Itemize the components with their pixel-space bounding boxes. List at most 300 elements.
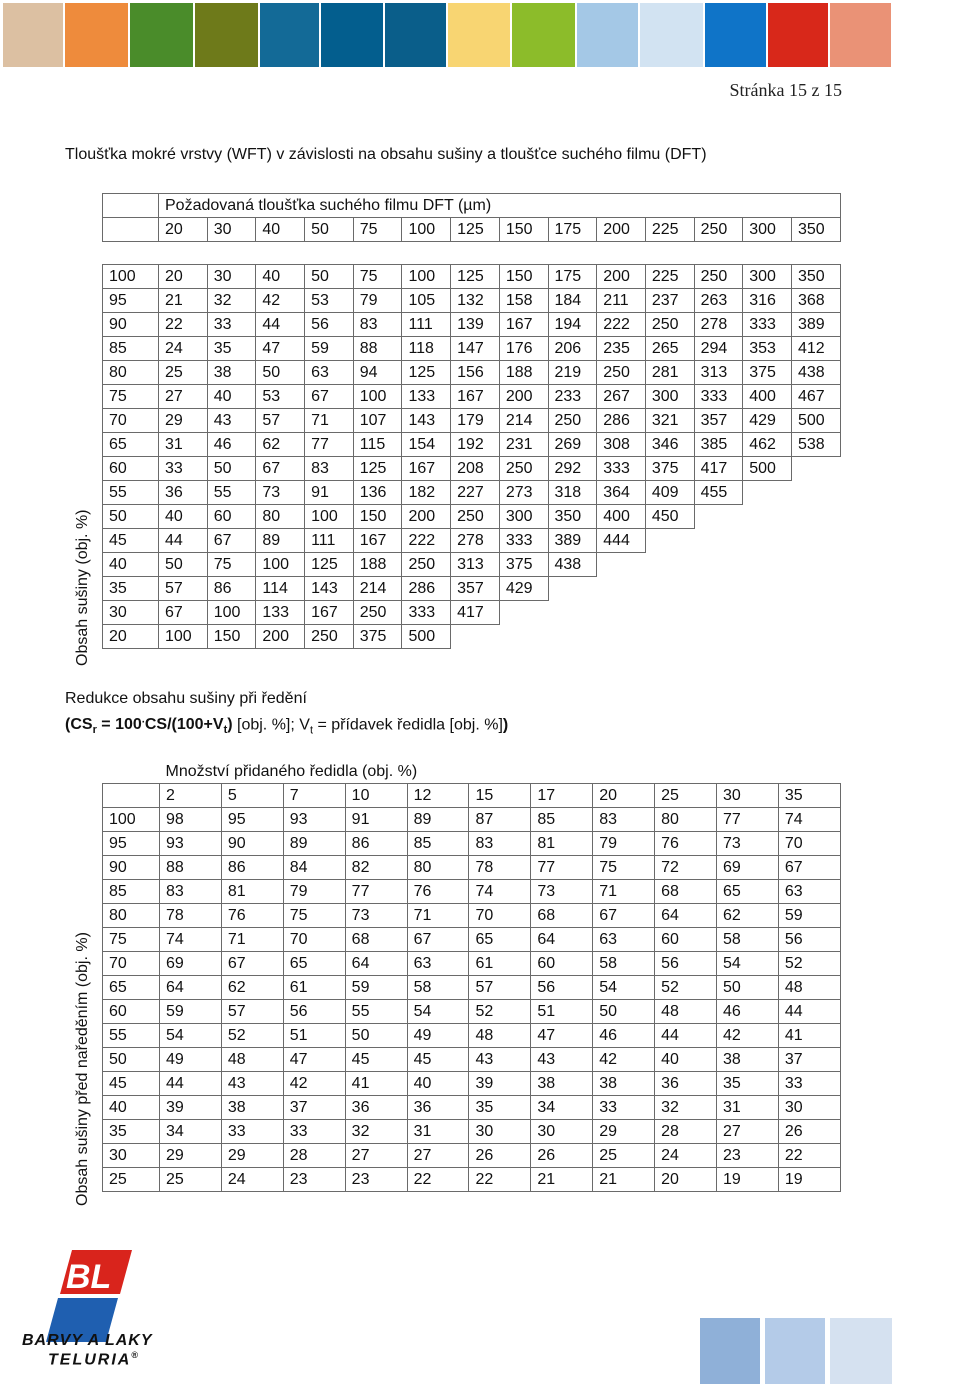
dilution-value-cell: 74 (160, 928, 222, 952)
dilution-value-cell: 37 (283, 1096, 345, 1120)
wft-empty-cell (743, 577, 792, 601)
dilution-value-cell: 83 (469, 832, 531, 856)
dilution-value-cell: 28 (283, 1144, 345, 1168)
dilution-value-cell: 62 (717, 904, 779, 928)
wft-value-cell: 27 (159, 385, 208, 409)
dilution-value-cell: 95 (221, 808, 283, 832)
dilution-value-cell: 30 (531, 1120, 593, 1144)
dilution-solids-cell: 85 (103, 880, 160, 904)
wft-value-cell: 125 (305, 553, 354, 577)
dilution-value-cell: 68 (531, 904, 593, 928)
wft-value-cell: 250 (353, 601, 402, 625)
svg-text:BL: BL (66, 1258, 112, 1296)
table-row (103, 904, 841, 928)
dilution-value-cell: 27 (717, 1120, 779, 1144)
dilution-value-cell: 65 (283, 952, 345, 976)
dilution-value-cell: 63 (407, 952, 469, 976)
header-color-bar (768, 3, 828, 67)
dilution-value-cell: 73 (531, 880, 593, 904)
wft-solids-cell: 85 (103, 337, 159, 361)
dilution-value-cell: 55 (345, 1000, 407, 1024)
dilution-value-cell: 42 (717, 1024, 779, 1048)
dilution-value-cell: 64 (655, 904, 717, 928)
wft-empty-cell (694, 529, 743, 553)
table-row (103, 1168, 841, 1192)
wft-value-cell: 36 (159, 481, 208, 505)
wft-value-cell: 75 (353, 265, 402, 289)
dilution-value-cell: 86 (221, 856, 283, 880)
wft-value-cell: 143 (305, 577, 354, 601)
wft-value-cell: 214 (353, 577, 402, 601)
wft-spacer (103, 242, 841, 265)
wft-value-cell: 136 (353, 481, 402, 505)
wft-value-cell: 375 (743, 361, 792, 385)
dilution-value-cell: 47 (283, 1048, 345, 1072)
dilution-value-cell: 78 (469, 856, 531, 880)
table-row (103, 577, 841, 601)
wft-value-cell: 350 (548, 505, 597, 529)
wft-value-cell: 357 (694, 409, 743, 433)
wft-value-cell: 89 (256, 529, 305, 553)
dilution-value-cell: 81 (531, 832, 593, 856)
wft-empty-cell (694, 553, 743, 577)
wft-value-cell: 300 (743, 265, 792, 289)
dilution-value-cell: 36 (345, 1096, 407, 1120)
wft-value-cell: 22 (159, 313, 208, 337)
wft-empty-cell (548, 625, 597, 649)
wft-empty-cell (645, 625, 694, 649)
wft-value-cell: 400 (743, 385, 792, 409)
wft-value-cell: 227 (451, 481, 500, 505)
dilution-value-cell: 87 (469, 808, 531, 832)
dilution-value-cell: 44 (655, 1024, 717, 1048)
wft-value-cell: 417 (451, 601, 500, 625)
dilution-value-cell: 81 (221, 880, 283, 904)
dilution-solids-cell: 65 (103, 976, 160, 1000)
dilution-value-cell: 42 (283, 1072, 345, 1096)
dilution-value-cell: 46 (593, 1024, 655, 1048)
dilution-value-cell: 33 (221, 1120, 283, 1144)
dilution-value-cell: 74 (778, 808, 840, 832)
wft-value-cell: 333 (499, 529, 548, 553)
wft-value-cell: 47 (256, 337, 305, 361)
wft-empty-cell (597, 625, 646, 649)
wft-value-cell: 250 (305, 625, 354, 649)
dilution-value-cell: 49 (407, 1024, 469, 1048)
wft-empty-cell (645, 601, 694, 625)
dilution-value-cell: 73 (717, 832, 779, 856)
dilution-solvent-column: 15 (469, 784, 531, 808)
wft-value-cell: 500 (791, 409, 840, 433)
dilution-solids-cell: 80 (103, 904, 160, 928)
wft-value-cell: 409 (645, 481, 694, 505)
wft-solids-cell: 65 (103, 433, 159, 457)
header-color-bar (260, 3, 319, 67)
wft-value-cell: 250 (694, 265, 743, 289)
dilution-value-cell: 59 (778, 904, 840, 928)
dilution-value-cell: 34 (160, 1120, 222, 1144)
wft-value-cell: 214 (499, 409, 548, 433)
wft-value-cell: 53 (256, 385, 305, 409)
wft-value-cell: 44 (256, 313, 305, 337)
wft-solids-cell: 75 (103, 385, 159, 409)
wft-value-cell: 80 (256, 505, 305, 529)
wft-value-cell: 286 (597, 409, 646, 433)
header-color-bar (830, 3, 891, 67)
dilution-value-cell: 54 (407, 1000, 469, 1024)
wft-empty-cell (791, 601, 840, 625)
wft-value-cell: 154 (402, 433, 451, 457)
header-color-bar (3, 3, 63, 67)
dilution-value-cell: 41 (778, 1024, 840, 1048)
wft-value-cell: 278 (694, 313, 743, 337)
footer-color-bar (830, 1318, 892, 1384)
wft-empty-cell (597, 553, 646, 577)
wft-value-cell: 231 (499, 433, 548, 457)
wft-value-cell: 25 (159, 361, 208, 385)
wft-value-cell: 111 (305, 529, 354, 553)
wft-value-cell: 114 (256, 577, 305, 601)
dilution-value-cell: 21 (593, 1168, 655, 1192)
wft-value-cell: 167 (353, 529, 402, 553)
wft-value-cell: 32 (207, 289, 256, 313)
header-color-bar (130, 3, 193, 67)
wft-value-cell: 200 (597, 265, 646, 289)
dilution-value-cell: 67 (221, 952, 283, 976)
wft-value-cell: 250 (645, 313, 694, 337)
dilution-solvent-column: 35 (778, 784, 840, 808)
dilution-value-cell: 24 (221, 1168, 283, 1192)
wft-value-cell: 86 (207, 577, 256, 601)
wft-value-cell: 438 (548, 553, 597, 577)
wft-dft-column: 175 (548, 218, 597, 242)
wft-solids-cell: 100 (103, 265, 159, 289)
wft-value-cell: 167 (402, 457, 451, 481)
dilution-value-cell: 61 (469, 952, 531, 976)
dilution-value-cell: 68 (655, 880, 717, 904)
wft-value-cell: 111 (402, 313, 451, 337)
dilution-value-cell: 36 (655, 1072, 717, 1096)
dilution-value-cell: 46 (717, 1000, 779, 1024)
dilution-value-cell: 42 (593, 1048, 655, 1072)
dilution-value-cell: 64 (160, 976, 222, 1000)
wft-empty-cell (791, 481, 840, 505)
wft-value-cell: 50 (305, 265, 354, 289)
dilution-value-cell: 93 (283, 808, 345, 832)
wft-value-cell: 143 (402, 409, 451, 433)
wft-value-cell: 250 (402, 553, 451, 577)
wft-value-cell: 100 (207, 601, 256, 625)
wft-value-cell: 294 (694, 337, 743, 361)
dilution-value-cell: 78 (160, 904, 222, 928)
dilution-value-cell: 31 (407, 1120, 469, 1144)
wft-value-cell: 278 (451, 529, 500, 553)
wft-value-cell: 59 (305, 337, 354, 361)
dilution-value-cell: 36 (407, 1096, 469, 1120)
dilution-solvent-header: Množství přidaného ředidla (obj. %) (165, 763, 418, 780)
dilution-value-cell: 69 (160, 952, 222, 976)
dilution-value-cell: 23 (283, 1168, 345, 1192)
wft-value-cell: 35 (207, 337, 256, 361)
wft-value-cell: 38 (207, 361, 256, 385)
wft-value-cell: 538 (791, 433, 840, 457)
wft-value-cell: 100 (353, 385, 402, 409)
dilution-value-cell: 32 (655, 1096, 717, 1120)
dilution-solvent-column: 12 (407, 784, 469, 808)
dilution-value-cell: 82 (345, 856, 407, 880)
table-row (103, 289, 841, 313)
dilution-value-cell: 48 (778, 976, 840, 1000)
wft-empty-cell (694, 505, 743, 529)
wft-value-cell: 100 (159, 625, 208, 649)
dilution-value-cell: 47 (531, 1024, 593, 1048)
wft-dft-column: 125 (451, 218, 500, 242)
dilution-value-cell: 75 (283, 904, 345, 928)
dilution-value-cell: 25 (160, 1168, 222, 1192)
dilution-value-cell: 88 (160, 856, 222, 880)
wft-value-cell: 192 (451, 433, 500, 457)
dilution-value-cell: 67 (593, 904, 655, 928)
dilution-value-cell: 75 (593, 856, 655, 880)
dilution-value-cell: 49 (160, 1048, 222, 1072)
dilution-value-cell: 98 (160, 808, 222, 832)
dilution-value-cell: 27 (345, 1144, 407, 1168)
dilution-value-cell: 50 (345, 1024, 407, 1048)
wft-value-cell: 389 (548, 529, 597, 553)
table-row (103, 1096, 841, 1120)
wft-empty-cell (791, 577, 840, 601)
dilution-value-cell: 70 (283, 928, 345, 952)
wft-value-cell: 273 (499, 481, 548, 505)
dilution-value-cell: 90 (221, 832, 283, 856)
wft-value-cell: 313 (451, 553, 500, 577)
dilution-value-cell: 38 (531, 1072, 593, 1096)
wft-value-cell: 88 (353, 337, 402, 361)
table-row (103, 1000, 841, 1024)
dilution-value-cell: 65 (717, 880, 779, 904)
header-color-bar (195, 3, 258, 67)
wft-value-cell: 67 (256, 457, 305, 481)
wft-value-cell: 53 (305, 289, 354, 313)
wft-value-cell: 462 (743, 433, 792, 457)
logo-text-line2: TELURIA® (48, 1350, 140, 1369)
wft-solids-cell: 50 (103, 505, 159, 529)
dilution-value-cell: 57 (221, 1000, 283, 1024)
dilution-value-cell: 29 (160, 1144, 222, 1168)
dilution-solvent-column: 30 (717, 784, 779, 808)
wft-solids-cell: 20 (103, 625, 159, 649)
table-row (103, 952, 841, 976)
wft-value-cell: 167 (305, 601, 354, 625)
wft-value-cell: 438 (791, 361, 840, 385)
wft-value-cell: 281 (645, 361, 694, 385)
table-row (103, 433, 841, 457)
table-row (103, 505, 841, 529)
dilution-value-cell: 76 (655, 832, 717, 856)
wft-dft-column: 30 (207, 218, 256, 242)
dilution-value-cell: 23 (345, 1168, 407, 1192)
dilution-solvent-column: 2 (160, 784, 222, 808)
wft-value-cell: 158 (499, 289, 548, 313)
wft-value-cell: 56 (305, 313, 354, 337)
wft-empty-cell (645, 529, 694, 553)
wft-empty-cell (597, 601, 646, 625)
wft-value-cell: 50 (207, 457, 256, 481)
wft-value-cell: 83 (353, 313, 402, 337)
dilution-value-cell: 30 (469, 1120, 531, 1144)
dilution-value-cell: 48 (221, 1048, 283, 1072)
dilution-value-cell: 40 (655, 1048, 717, 1072)
dilution-value-cell: 21 (531, 1168, 593, 1192)
dilution-value-cell: 70 (469, 904, 531, 928)
footer-color-bar (765, 1318, 825, 1384)
wft-value-cell: 30 (207, 265, 256, 289)
wft-value-cell: 31 (159, 433, 208, 457)
wft-empty-cell (645, 577, 694, 601)
wft-value-cell: 150 (353, 505, 402, 529)
dilution-value-cell: 29 (221, 1144, 283, 1168)
dilution-value-cell: 77 (717, 808, 779, 832)
header-color-bar (577, 3, 638, 67)
table-row (103, 1120, 841, 1144)
wft-solids-cell: 70 (103, 409, 159, 433)
dilution-value-cell: 86 (345, 832, 407, 856)
wft-value-cell: 417 (694, 457, 743, 481)
header-color-bar (448, 3, 510, 67)
wft-empty-cell (743, 505, 792, 529)
dilution-value-cell: 68 (345, 928, 407, 952)
dilution-value-cell: 22 (407, 1168, 469, 1192)
wft-value-cell: 67 (159, 601, 208, 625)
wft-value-cell: 139 (451, 313, 500, 337)
wft-solids-cell: 95 (103, 289, 159, 313)
dilution-value-cell: 22 (778, 1144, 840, 1168)
table-row (103, 976, 841, 1000)
dilution-value-cell: 63 (778, 880, 840, 904)
dilution-value-cell: 89 (407, 808, 469, 832)
dilution-solids-cell: 40 (103, 1096, 160, 1120)
dilution-solids-cell: 50 (103, 1048, 160, 1072)
wft-value-cell: 375 (353, 625, 402, 649)
wft-solids-cell: 40 (103, 553, 159, 577)
dilution-value-cell: 45 (407, 1048, 469, 1072)
wft-value-cell: 316 (743, 289, 792, 313)
dilution-value-cell: 71 (221, 928, 283, 952)
wft-value-cell: 300 (645, 385, 694, 409)
dilution-value-cell: 48 (655, 1000, 717, 1024)
dilution-value-cell: 85 (407, 832, 469, 856)
dilution-value-cell: 84 (283, 856, 345, 880)
dilution-value-cell: 52 (221, 1024, 283, 1048)
dilution-value-cell: 39 (160, 1096, 222, 1120)
dilution-value-cell: 19 (778, 1168, 840, 1192)
dilution-value-cell: 67 (778, 856, 840, 880)
dilution-value-cell: 31 (717, 1096, 779, 1120)
wft-value-cell: 321 (645, 409, 694, 433)
wft-table-title: Tloušťka mokré vrstvy (WFT) v závislosti na obsahu sušiny a tloušťce suchého filmu (DFT) (65, 146, 707, 163)
dilution-value-cell: 73 (345, 904, 407, 928)
dilution-solids-cell: 95 (103, 832, 160, 856)
dilution-value-cell: 54 (717, 952, 779, 976)
dilution-value-cell: 62 (221, 976, 283, 1000)
dilution-value-cell: 80 (407, 856, 469, 880)
wft-value-cell: 184 (548, 289, 597, 313)
wft-value-cell: 200 (499, 385, 548, 409)
dilution-value-cell: 52 (778, 952, 840, 976)
page-number: Stránka 15 z 15 (729, 80, 842, 100)
dilution-value-cell: 85 (531, 808, 593, 832)
wft-value-cell: 346 (645, 433, 694, 457)
wft-value-cell: 333 (743, 313, 792, 337)
wft-value-cell: 188 (353, 553, 402, 577)
dilution-value-cell: 83 (593, 808, 655, 832)
dilution-value-cell: 56 (778, 928, 840, 952)
dilution-value-cell: 43 (531, 1048, 593, 1072)
table-row (103, 337, 841, 361)
dilution-value-cell: 38 (221, 1096, 283, 1120)
dilution-solvent-column: 17 (531, 784, 593, 808)
dilution-value-cell: 77 (345, 880, 407, 904)
table-row (103, 457, 841, 481)
wft-value-cell: 50 (159, 553, 208, 577)
dilution-value-cell: 23 (717, 1144, 779, 1168)
dilution-value-cell: 26 (531, 1144, 593, 1168)
wft-value-cell: 222 (597, 313, 646, 337)
table-row (103, 856, 841, 880)
dilution-value-cell: 57 (469, 976, 531, 1000)
table-row (103, 832, 841, 856)
dilution-value-cell: 83 (160, 880, 222, 904)
wft-empty-cell (548, 577, 597, 601)
wft-empty-cell (499, 601, 548, 625)
dilution-solvent-column: 10 (345, 784, 407, 808)
wft-value-cell: 50 (256, 361, 305, 385)
dilution-value-cell: 51 (531, 1000, 593, 1024)
wft-value-cell: 105 (402, 289, 451, 313)
wft-value-cell: 63 (305, 361, 354, 385)
wft-value-cell: 250 (451, 505, 500, 529)
wft-value-cell: 71 (305, 409, 354, 433)
wft-value-cell: 150 (207, 625, 256, 649)
dilution-value-cell: 44 (778, 1000, 840, 1024)
wft-value-cell: 175 (548, 265, 597, 289)
wft-value-cell: 333 (597, 457, 646, 481)
wft-value-cell: 219 (548, 361, 597, 385)
dilution-value-cell: 91 (345, 808, 407, 832)
dilution-value-cell: 80 (655, 808, 717, 832)
dilution-value-cell: 38 (717, 1048, 779, 1072)
wft-value-cell: 200 (256, 625, 305, 649)
dilution-value-cell: 50 (717, 976, 779, 1000)
dilution-value-cell: 71 (407, 904, 469, 928)
wft-value-cell: 132 (451, 289, 500, 313)
wft-value-cell: 94 (353, 361, 402, 385)
table-row (103, 385, 841, 409)
dilution-solids-cell: 100 (103, 808, 160, 832)
wft-value-cell: 265 (645, 337, 694, 361)
dilution-value-cell: 27 (407, 1144, 469, 1168)
wft-value-cell: 167 (451, 385, 500, 409)
wft-value-cell: 500 (743, 457, 792, 481)
wft-value-cell: 267 (597, 385, 646, 409)
dilution-value-cell: 52 (655, 976, 717, 1000)
dilution-value-cell: 28 (655, 1120, 717, 1144)
dilution-value-cell: 93 (160, 832, 222, 856)
dilution-value-cell: 33 (283, 1120, 345, 1144)
wft-solids-cell: 30 (103, 601, 159, 625)
dilution-value-cell: 50 (593, 1000, 655, 1024)
barvy-a-laky-logo (20, 1250, 170, 1370)
